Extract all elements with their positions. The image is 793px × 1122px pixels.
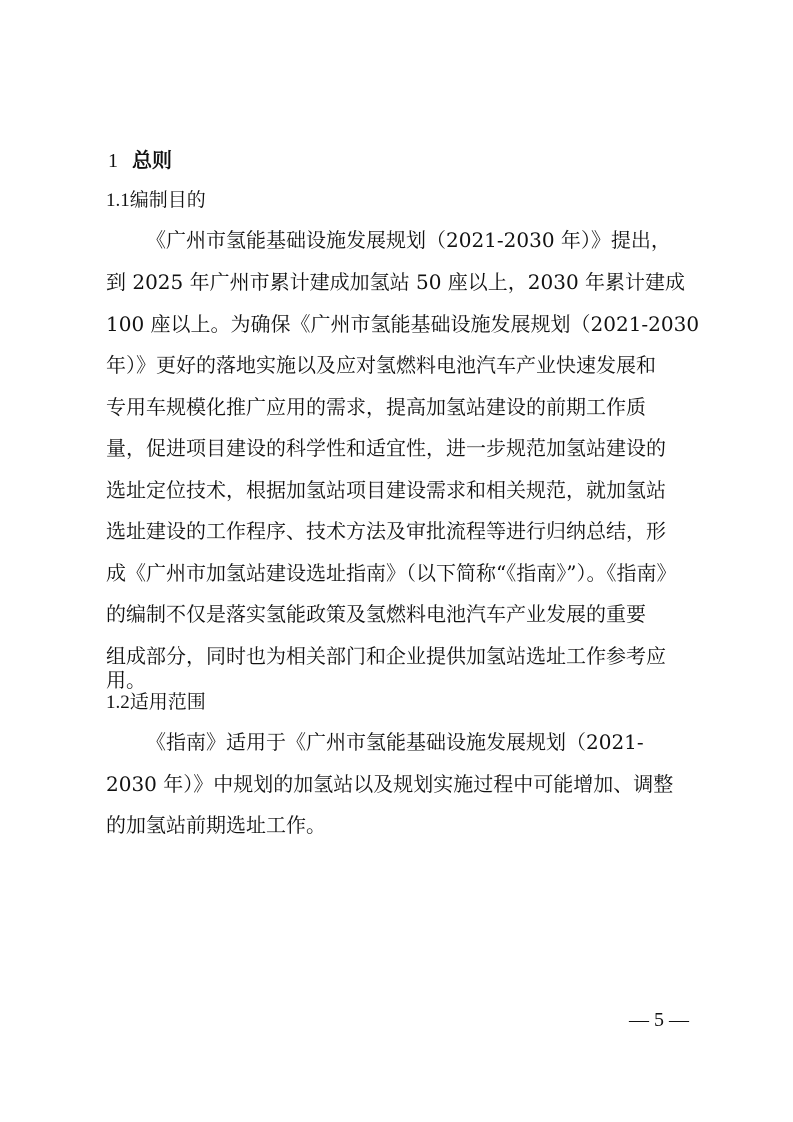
paragraph-line: 的加氢站前期选址工作。	[106, 813, 326, 837]
subsection-heading-purpose	[106, 186, 206, 215]
paragraph-line: 年）》更好的落地实施以及应对氢燃料电池汽车产业快速发展和	[106, 353, 656, 377]
paragraph-line: 专用车规模化推广应用的需求，提高加氢站建设的前期工作质	[106, 395, 646, 419]
paragraph-line: 选址建设的工作程序、技术方法及审批流程等进行归纳总结，形	[106, 519, 666, 543]
paragraph-line: 的编制不仅是落实氢能政策及氢燃料电池汽车产业发展的重要	[106, 602, 646, 626]
paragraph-line: 《广州市氢能基础设施发展规划（2021-2030 年）》提出，	[146, 228, 671, 252]
page-number: — 5 —	[629, 1009, 689, 1031]
paragraph-line: 成《广州市加氢站建设选址指南》（以下简称“《指南》”）。《指南》	[106, 561, 677, 585]
section-title: 总则	[132, 148, 172, 172]
paragraph-line: 《指南》适用于《广州市氢能基础设施发展规划（2021-	[146, 730, 644, 754]
subsection-number: 1.1	[106, 190, 130, 211]
subsection-title: 编制目的	[129, 189, 206, 211]
paragraph-line: 到 2025 年广州市累计建成加氢站 50 座以上，2030 年累计建成	[106, 270, 686, 294]
paragraph-line: 组成部分，同时也为相关部门和企业提供加氢站选址工作参考应	[106, 644, 666, 668]
subsection-heading-scope	[106, 688, 206, 717]
paragraph-line: 2030 年）》中规划的加氢站以及规划实施过程中可能增加、调整	[106, 772, 674, 796]
paragraph-line: 用。	[106, 668, 146, 692]
subsection-title: 适用范围	[129, 691, 206, 713]
paragraph-line: 量，促进项目建设的科学性和适宜性，进一步规范加氢站建设的	[106, 436, 666, 460]
paragraph-line: 100 座以上。为确保《广州市氢能基础设施发展规划（2021-2030	[106, 312, 700, 336]
paragraph-line: 选址定位技术，根据加氢站项目建设需求和相关规范，就加氢站	[106, 478, 666, 502]
section-heading	[108, 146, 172, 175]
section-number: 1	[108, 150, 118, 172]
subsection-number: 1.2	[106, 692, 130, 713]
